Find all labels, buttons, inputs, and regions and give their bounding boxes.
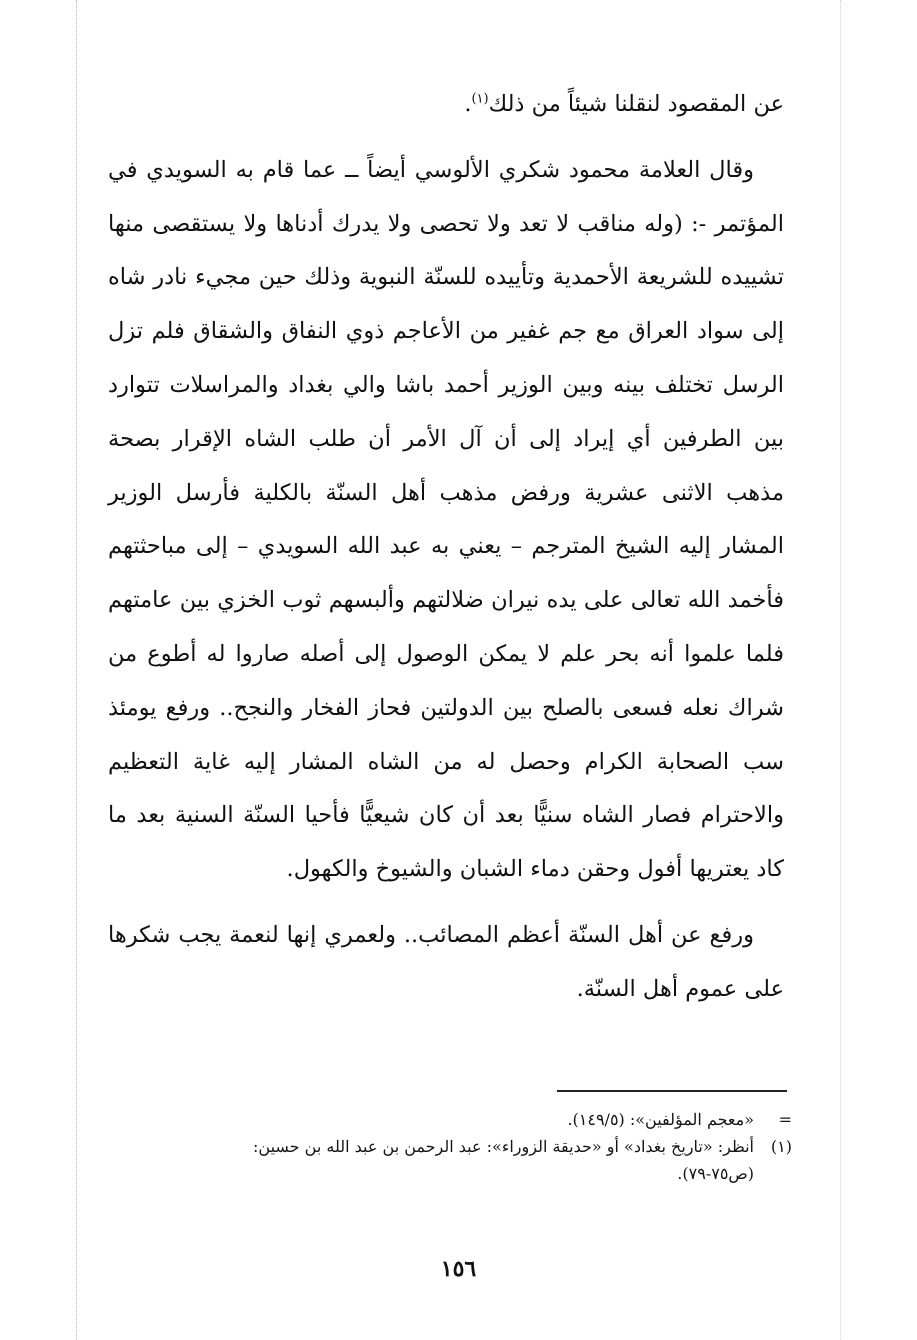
footnote-1-mark: (١) [770,1137,792,1156]
footnote-1 [112,1133,792,1160]
footnote-1-continuation: (ص٧٥-٧٩). [677,1164,754,1183]
footnote-1-text: أنظر: «تاريخ بغداد» أو «حديقة الزوراء»: عبد الرحمن بن عبد الله بن حسين: [253,1137,754,1156]
main-text [108,78,784,1017]
paragraph-1 [108,78,784,132]
paragraph-1-text: عن المقصود لنقلنا شيئاً من ذلك [488,91,784,117]
footnote-continuation-mark: = [778,1110,792,1129]
footnote-continuation [112,1106,792,1133]
left-margin-trace [76,0,77,1340]
footnote-reference: (١) [471,91,489,107]
page-number: ١٥٦ [440,1256,477,1282]
paragraph-2: وقال العلامة محمود شكري الألوسي أيضاً ــ عما قام به السويدي في المؤتمر -: (وله مناقب لا تعد ولا تحصى ولا يدرك أدناها ولا يستقصى منها تشييده للشريعة الأحمدية وتأييده للسنّة النبوية وذلك حين مجيء نادر شاه إلى سواد العراق مع جم غفير من الأعاجم ذوي النفاق والشقاق فلم تزل الرسل تختلف بينه وبين الوزير أحمد باشا والي بغداد والمراسلات تتوارد بين الطرفين أي إيراد إلى أن آل الأمر أن طلب الشاه الإقرار بصحة مذهب الاثنى عشرية ورفض مذهب أهل السنّة بالكلية فأرسل الوزير المشار إليه الشيخ المترجم – يعني به عبد الله السويدي – إلى مباحثتهم فأخمد الله تعالى على يده نيران ضلالتهم وألبسهم ثوب الخزي بين عامتهم فلما علموا أنه بحر علم لا يمكن الوصول إلى أصله صاروا له أطوع من شراك نعله فسعى بالصلح بين الدولتين فحاز الفخار والنجح.. ورفع يومئذ سب الصحابة الكرام وحصل له من الشاه المشار إليه غاية التعظيم والاحترام فصار الشاه سنيًّا بعد أن كان شيعيًّا فأحيا السنّة السنية بعد ما كاد يعتريها أفول وحقن دماء الشبان والشيوخ والكهول. [108,156,784,883]
footnote-continuation-text: «معجم المؤلفين»: (١٤٩/٥). [567,1110,754,1129]
footnote-separator [557,1090,787,1092]
right-margin-trace [840,0,841,1340]
paragraph-1-end: . [464,91,472,117]
footnotes [112,1106,792,1187]
paragraph-3: ورفع عن أهل السنّة أعظم المصائب.. ولعمري إنها لنعمة يجب شكرها على عموم أهل السنّة. [108,921,784,1002]
